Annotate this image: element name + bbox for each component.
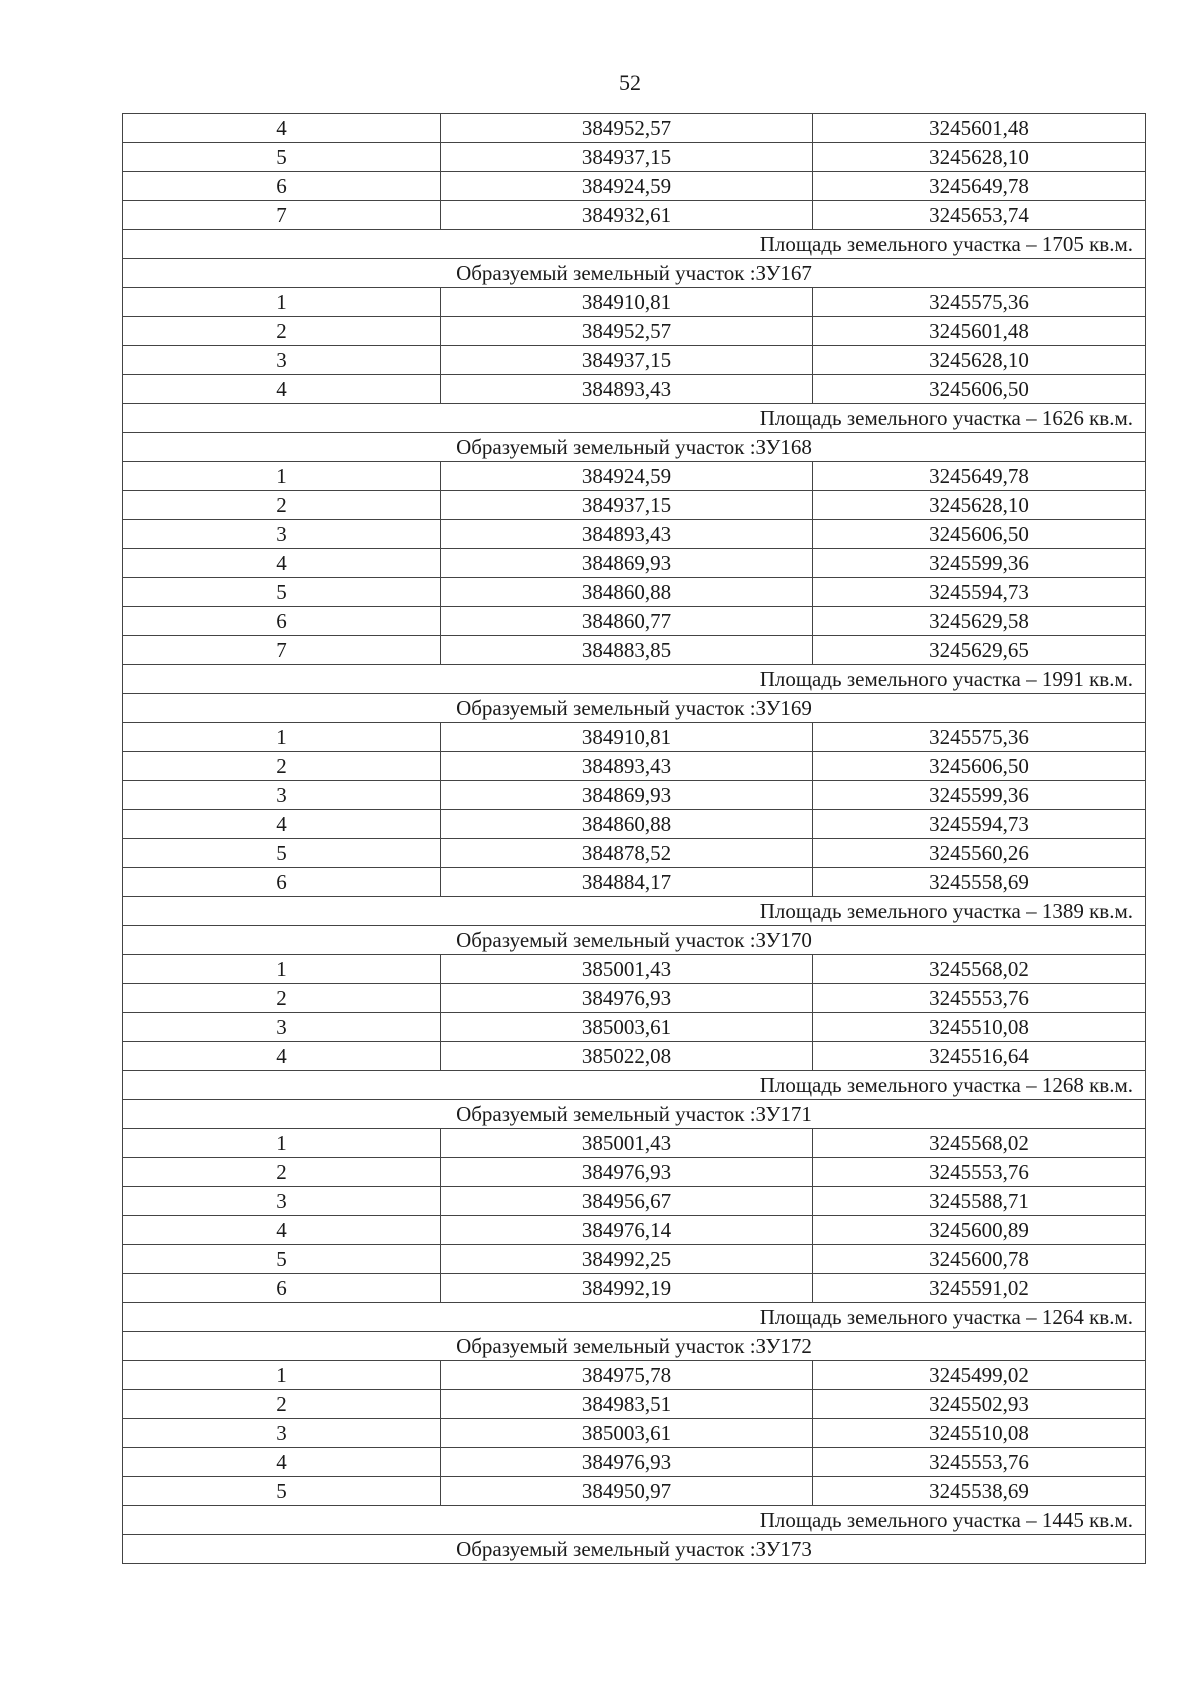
point-row xyxy=(123,375,1146,404)
coordinate-y: 3245499,02 xyxy=(813,1361,1146,1390)
coordinate-x: 384952,57 xyxy=(441,114,813,143)
point-number: 3 xyxy=(123,1013,441,1042)
point-row xyxy=(123,607,1146,636)
point-row xyxy=(123,1419,1146,1448)
point-row xyxy=(123,462,1146,491)
coordinate-y: 3245606,50 xyxy=(813,752,1146,781)
point-row xyxy=(123,114,1146,143)
coordinate-x: 384893,43 xyxy=(441,520,813,549)
coordinate-x: 384910,81 xyxy=(441,288,813,317)
coordinate-y: 3245629,65 xyxy=(813,636,1146,665)
parcel-header-row xyxy=(123,433,1146,462)
point-number: 6 xyxy=(123,607,441,636)
coordinate-y: 3245568,02 xyxy=(813,1129,1146,1158)
coordinate-x: 384893,43 xyxy=(441,375,813,404)
point-row xyxy=(123,520,1146,549)
point-number: 2 xyxy=(123,1158,441,1187)
coordinate-x: 384956,67 xyxy=(441,1187,813,1216)
coordinate-x: 385003,61 xyxy=(441,1013,813,1042)
point-row xyxy=(123,1013,1146,1042)
point-row xyxy=(123,752,1146,781)
coordinates-table-body xyxy=(123,114,1146,1564)
point-row xyxy=(123,1216,1146,1245)
point-row xyxy=(123,1245,1146,1274)
point-number: 2 xyxy=(123,491,441,520)
point-number: 2 xyxy=(123,317,441,346)
coordinate-y: 3245588,71 xyxy=(813,1187,1146,1216)
coordinate-y: 3245600,78 xyxy=(813,1245,1146,1274)
coordinates-table xyxy=(122,113,1146,1564)
coordinate-y: 3245653,74 xyxy=(813,201,1146,230)
point-number: 3 xyxy=(123,346,441,375)
parcel-area: Площадь земельного участка – 1991 кв.м. xyxy=(123,665,1146,694)
parcel-area-row xyxy=(123,665,1146,694)
point-number: 3 xyxy=(123,1419,441,1448)
point-number: 1 xyxy=(123,955,441,984)
point-row xyxy=(123,578,1146,607)
point-number: 2 xyxy=(123,1390,441,1419)
page-number: 52 xyxy=(619,70,641,95)
point-row xyxy=(123,868,1146,897)
parcel-area-row xyxy=(123,1506,1146,1535)
parcel-area-row xyxy=(123,1303,1146,1332)
point-number: 6 xyxy=(123,868,441,897)
point-number: 4 xyxy=(123,810,441,839)
coordinate-y: 3245510,08 xyxy=(813,1419,1146,1448)
coordinate-x: 384860,88 xyxy=(441,810,813,839)
coordinate-y: 3245649,78 xyxy=(813,462,1146,491)
parcel-area: Площадь земельного участка – 1264 кв.м. xyxy=(123,1303,1146,1332)
coordinate-y: 3245628,10 xyxy=(813,491,1146,520)
point-number: 1 xyxy=(123,1361,441,1390)
point-number: 4 xyxy=(123,549,441,578)
point-row xyxy=(123,1129,1146,1158)
parcel-header-row xyxy=(123,694,1146,723)
coordinate-x: 385003,61 xyxy=(441,1419,813,1448)
point-number: 5 xyxy=(123,143,441,172)
point-row xyxy=(123,839,1146,868)
point-number: 5 xyxy=(123,1477,441,1506)
point-number: 1 xyxy=(123,288,441,317)
point-number: 3 xyxy=(123,781,441,810)
coordinate-y: 3245568,02 xyxy=(813,955,1146,984)
coordinate-x: 384878,52 xyxy=(441,839,813,868)
parcel-header-row xyxy=(123,1332,1146,1361)
coordinate-x: 384976,93 xyxy=(441,984,813,1013)
point-row xyxy=(123,810,1146,839)
point-number: 4 xyxy=(123,1042,441,1071)
parcel-area-row xyxy=(123,1071,1146,1100)
coordinate-x: 384952,57 xyxy=(441,317,813,346)
coordinate-y: 3245510,08 xyxy=(813,1013,1146,1042)
point-row xyxy=(123,1042,1146,1071)
point-row xyxy=(123,172,1146,201)
coordinate-y: 3245601,48 xyxy=(813,114,1146,143)
coordinate-x: 385001,43 xyxy=(441,955,813,984)
coordinate-x: 384893,43 xyxy=(441,752,813,781)
parcel-title: Образуемый земельный участок :ЗУ173 xyxy=(123,1535,1146,1564)
parcel-title: Образуемый земельный участок :ЗУ168 xyxy=(123,433,1146,462)
coordinate-x: 384976,14 xyxy=(441,1216,813,1245)
point-row xyxy=(123,781,1146,810)
parcel-area: Площадь земельного участка – 1705 кв.м. xyxy=(123,230,1146,259)
point-row xyxy=(123,1390,1146,1419)
coordinate-x: 384883,85 xyxy=(441,636,813,665)
coordinate-x: 384992,19 xyxy=(441,1274,813,1303)
coordinate-y: 3245594,73 xyxy=(813,810,1146,839)
parcel-header-row xyxy=(123,1535,1146,1564)
coordinate-x: 384937,15 xyxy=(441,346,813,375)
coordinate-x: 385022,08 xyxy=(441,1042,813,1071)
coordinate-x: 384983,51 xyxy=(441,1390,813,1419)
parcel-title: Образуемый земельный участок :ЗУ170 xyxy=(123,926,1146,955)
point-row xyxy=(123,143,1146,172)
coordinate-y: 3245594,73 xyxy=(813,578,1146,607)
coordinate-y: 3245649,78 xyxy=(813,172,1146,201)
parcel-title: Образуемый земельный участок :ЗУ172 xyxy=(123,1332,1146,1361)
coordinate-y: 3245575,36 xyxy=(813,288,1146,317)
point-number: 4 xyxy=(123,1216,441,1245)
point-number: 1 xyxy=(123,462,441,491)
point-number: 4 xyxy=(123,114,441,143)
point-number: 6 xyxy=(123,172,441,201)
parcel-area: Площадь земельного участка – 1389 кв.м. xyxy=(123,897,1146,926)
coordinate-y: 3245629,58 xyxy=(813,607,1146,636)
coordinate-y: 3245502,93 xyxy=(813,1390,1146,1419)
coordinate-y: 3245606,50 xyxy=(813,375,1146,404)
point-number: 5 xyxy=(123,839,441,868)
parcel-header-row xyxy=(123,259,1146,288)
point-number: 4 xyxy=(123,375,441,404)
point-number: 1 xyxy=(123,1129,441,1158)
point-row xyxy=(123,984,1146,1013)
coordinate-x: 384937,15 xyxy=(441,143,813,172)
parcel-area-row xyxy=(123,230,1146,259)
coordinate-x: 384910,81 xyxy=(441,723,813,752)
point-number: 2 xyxy=(123,984,441,1013)
point-row xyxy=(123,201,1146,230)
coordinate-x: 384869,93 xyxy=(441,549,813,578)
point-row xyxy=(123,1477,1146,1506)
coordinate-x: 384976,93 xyxy=(441,1448,813,1477)
coordinate-y: 3245628,10 xyxy=(813,346,1146,375)
point-number: 7 xyxy=(123,636,441,665)
coordinate-y: 3245599,36 xyxy=(813,549,1146,578)
point-row xyxy=(123,549,1146,578)
point-row xyxy=(123,491,1146,520)
coordinate-y: 3245601,48 xyxy=(813,317,1146,346)
point-number: 5 xyxy=(123,578,441,607)
coordinate-y: 3245600,89 xyxy=(813,1216,1146,1245)
coordinate-x: 385001,43 xyxy=(441,1129,813,1158)
coordinate-x: 384869,93 xyxy=(441,781,813,810)
coordinate-y: 3245553,76 xyxy=(813,1158,1146,1187)
point-row xyxy=(123,636,1146,665)
point-number: 4 xyxy=(123,1448,441,1477)
point-row xyxy=(123,723,1146,752)
point-row xyxy=(123,346,1146,375)
point-number: 7 xyxy=(123,201,441,230)
coordinate-x: 384860,88 xyxy=(441,578,813,607)
point-row xyxy=(123,288,1146,317)
point-row xyxy=(123,1361,1146,1390)
parcel-area: Площадь земельного участка – 1268 кв.м. xyxy=(123,1071,1146,1100)
parcel-title: Образуемый земельный участок :ЗУ171 xyxy=(123,1100,1146,1129)
coordinate-x: 384937,15 xyxy=(441,491,813,520)
point-row xyxy=(123,955,1146,984)
parcel-area: Площадь земельного участка – 1626 кв.м. xyxy=(123,404,1146,433)
coordinate-y: 3245599,36 xyxy=(813,781,1146,810)
coordinate-x: 384976,93 xyxy=(441,1158,813,1187)
coordinate-y: 3245558,69 xyxy=(813,868,1146,897)
parcel-area: Площадь земельного участка – 1445 кв.м. xyxy=(123,1506,1146,1535)
parcel-header-row xyxy=(123,1100,1146,1129)
parcel-header-row xyxy=(123,926,1146,955)
coordinate-x: 384924,59 xyxy=(441,462,813,491)
point-row xyxy=(123,1158,1146,1187)
coordinate-x: 384975,78 xyxy=(441,1361,813,1390)
coordinate-x: 384924,59 xyxy=(441,172,813,201)
coordinate-y: 3245560,26 xyxy=(813,839,1146,868)
coordinate-x: 384860,77 xyxy=(441,607,813,636)
point-number: 2 xyxy=(123,752,441,781)
coordinate-y: 3245553,76 xyxy=(813,1448,1146,1477)
coordinate-y: 3245606,50 xyxy=(813,520,1146,549)
parcel-title: Образуемый земельный участок :ЗУ167 xyxy=(123,259,1146,288)
point-number: 3 xyxy=(123,1187,441,1216)
point-row xyxy=(123,317,1146,346)
parcel-area-row xyxy=(123,404,1146,433)
point-number: 3 xyxy=(123,520,441,549)
point-row xyxy=(123,1274,1146,1303)
point-number: 1 xyxy=(123,723,441,752)
parcel-title: Образуемый земельный участок :ЗУ169 xyxy=(123,694,1146,723)
coordinate-y: 3245516,64 xyxy=(813,1042,1146,1071)
coordinate-y: 3245591,02 xyxy=(813,1274,1146,1303)
coordinate-x: 384884,17 xyxy=(441,868,813,897)
coordinate-x: 384932,61 xyxy=(441,201,813,230)
coordinate-x: 384950,97 xyxy=(441,1477,813,1506)
coordinate-y: 3245575,36 xyxy=(813,723,1146,752)
coordinate-x: 384992,25 xyxy=(441,1245,813,1274)
point-row xyxy=(123,1448,1146,1477)
parcel-area-row xyxy=(123,897,1146,926)
point-number: 5 xyxy=(123,1245,441,1274)
point-number: 6 xyxy=(123,1274,441,1303)
coordinate-y: 3245553,76 xyxy=(813,984,1146,1013)
point-row xyxy=(123,1187,1146,1216)
coordinate-y: 3245538,69 xyxy=(813,1477,1146,1506)
coordinate-y: 3245628,10 xyxy=(813,143,1146,172)
